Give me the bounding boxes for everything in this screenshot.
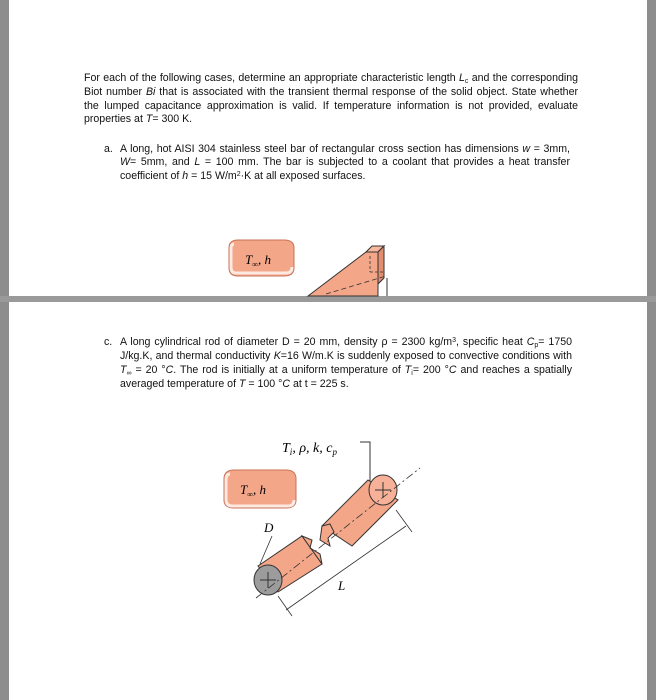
properties-label: $T_i$, ρ, k, $c_p$ <box>282 441 337 457</box>
bar-end-face <box>378 246 384 284</box>
part-a-label: a. <box>104 143 113 155</box>
rod-figure <box>220 436 440 646</box>
bar-figure <box>226 234 416 298</box>
problem-part-a: a. A long, hot AISI 304 stainless steel bar of rectangular cross section has dimensions w = 3mm, W= 5mm, and L = 100 mm. The bar is subjected to a coolant that provides a heat transfer coefficient of h = 15 $W/m^2\cdot K$ at all exposed surfaces. <box>104 143 570 182</box>
right-frame-border <box>647 0 656 700</box>
bar-body <box>308 252 378 296</box>
part-c-label: c. <box>104 336 113 348</box>
svg-text:T∞, h: $T_\infty$, h <box>245 252 271 269</box>
svg-text:T∞, h: $T_\infty$, h <box>240 482 266 499</box>
length-label: L <box>338 578 346 593</box>
problem-part-c: c. A long cylindrical rod of diameter D = 20 mm, density ρ = 2300 $kg/m^3$, specific heat $C_p= 1750$ J/kg.K, and thermal conductivity K=16 W/m.K is suddenly exposed to convective conditions with $T_\infty = 20$ °C. The rod is initially at a uniform temperature of $T_i= 200$ °C and reaches a spatially averaged temperature of T = 100 °C at t = 225 s. <box>104 336 572 391</box>
diameter-label: D <box>264 520 274 535</box>
left-frame-border <box>0 0 9 700</box>
problem-intro: For each of the following cases, determine an appropriate characteristic length $L_c$ and the corresponding Biot number Bi that is associated with the transient thermal response of the solid object. State whether the lumped capacitance approximation is valid. If temperature information is not provided, evaluate properties at T= 300 K. <box>84 72 578 126</box>
